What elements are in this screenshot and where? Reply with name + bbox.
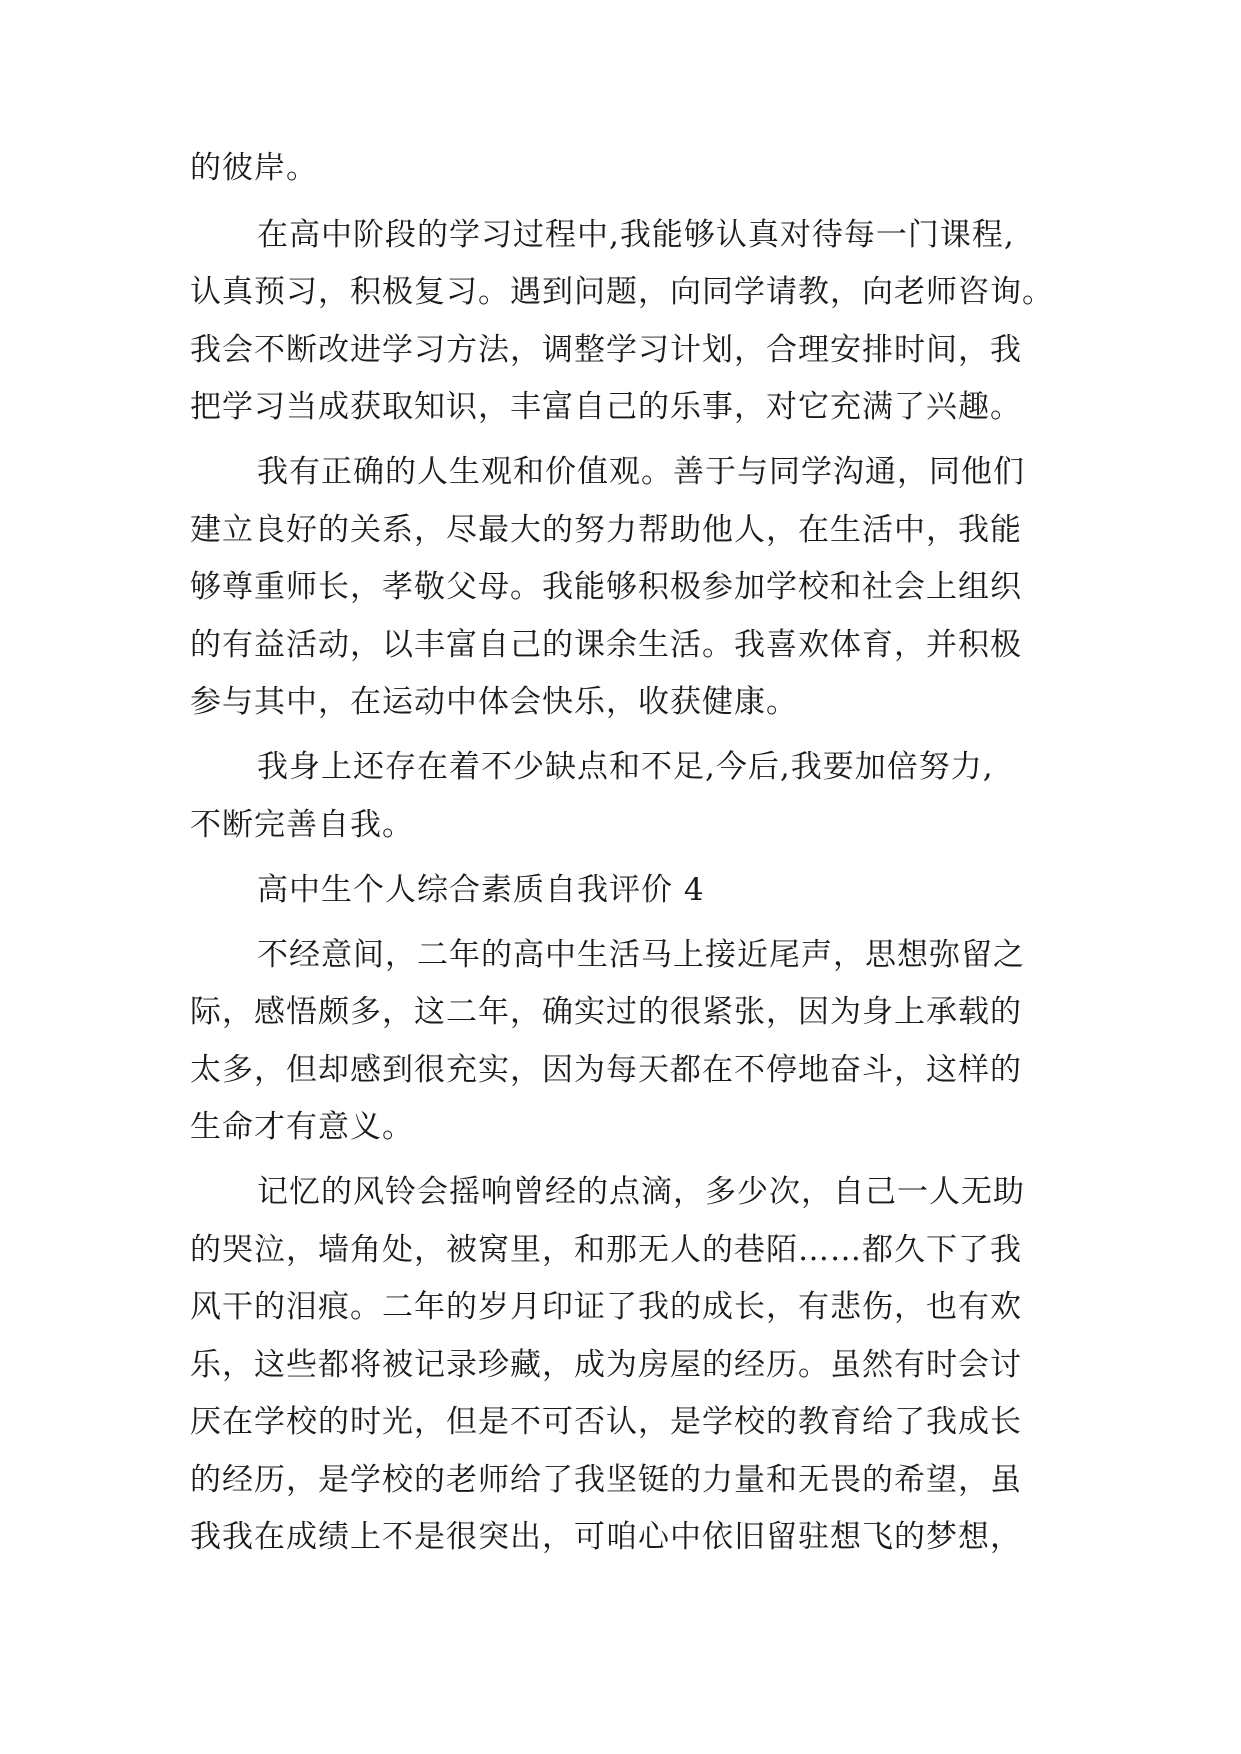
text-line: 的有益活动，以丰富自己的课余生活。我喜欢体育，并积极: [190, 627, 1022, 663]
text-line: 厌在学校的时光，但是不可否认，是学校的教育给了我成长: [190, 1404, 1022, 1440]
paragraph-start-line: 我有正确的人生观和价值观。善于与同学沟通，同他们: [257, 454, 1025, 490]
text-line: 生命才有意义。: [190, 1109, 414, 1145]
paragraph-start-line: 不经意间，二年的高中生活马上接近尾声，思想弥留之: [257, 937, 1025, 973]
text-line: 我我在成绩上不是很突出，可咱心中依旧留驻想飞的梦想，: [190, 1519, 1022, 1555]
text-line: 的经历，是学校的老师给了我坚铤的力量和无畏的希望，虽: [190, 1462, 1022, 1498]
text-line: 建立良好的关系，尽最大的努力帮助他人，在生活中，我能: [190, 512, 1022, 548]
text-line: 的哭泣，墙角处，被窝里，和那无人的巷陌……都久下了我: [190, 1232, 1022, 1268]
text-line: 把学习当成获取知识，丰富自己的乐事，对它充满了兴趣。: [190, 389, 1022, 425]
text-line: 不断完善自我。: [190, 807, 414, 843]
text-line: 乐，这些都将被记录珍藏，成为房屋的经历。虽然有时会讨: [190, 1347, 1022, 1383]
text-line: 够尊重师长，孝敬父母。我能够积极参加学校和社会上组织: [190, 569, 1022, 605]
text-line: 风干的泪痕。二年的岁月印证了我的成长，有悲伤，也有欢: [190, 1289, 1022, 1325]
text-line: 际，感悟颇多，这二年，确实过的很紧张，因为身上承载的: [190, 994, 1022, 1030]
paragraph-start-line: 记忆的风铃会摇响曾经的点滴，多少次，自己一人无助: [257, 1174, 1025, 1210]
text-line: 的彼岸。: [190, 150, 318, 186]
section-heading: 高中生个人综合素质自我评价 4: [257, 872, 705, 908]
paragraph-start-line: 我身上还存在着不少缺点和不足,今后,我要加倍努力,: [257, 749, 994, 785]
paragraph-start-line: 在高中阶段的学习过程中,我能够认真对待每一门课程,: [257, 217, 1015, 253]
text-line: 太多，但却感到很充实，因为每天都在不停地奋斗，这样的: [190, 1052, 1022, 1088]
text-line: 我会不断改进学习方法，调整学习计划，合理安排时间，我: [190, 332, 1022, 368]
text-line: 认真预习，积极复习。遇到问题，向同学请教，向老师咨询。: [190, 274, 1054, 310]
text-line: 参与其中，在运动中体会快乐，收获健康。: [190, 684, 798, 720]
